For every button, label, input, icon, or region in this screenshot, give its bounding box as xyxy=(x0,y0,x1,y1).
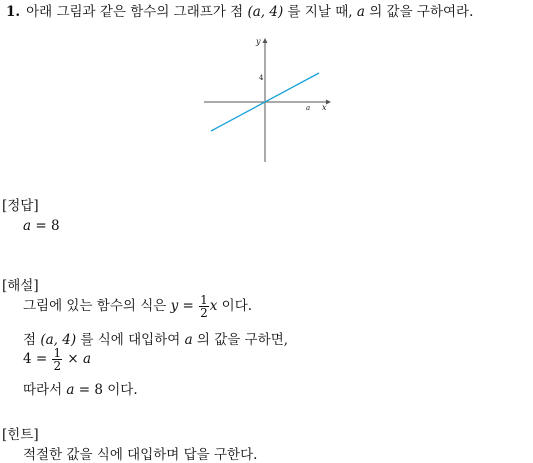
hint-text: 적절한 값을 식에 대입하며 답을 구한다. xyxy=(23,447,258,463)
x-tick-label: a xyxy=(306,104,311,112)
x-axis-label: x xyxy=(322,103,327,112)
hint-title: [힌트] xyxy=(2,427,39,443)
explanation-line-3: 4 = $\frac{1}{2}$ × a xyxy=(23,346,92,373)
x-axis-arrow xyxy=(326,100,331,105)
fraction-half-2: $\frac{1}{2}$ xyxy=(53,346,62,373)
explanation-line-2: 점 (a, 4) 를 식에 대입하여 a 의 값을 구하면, xyxy=(23,332,289,348)
explanation-title: [해설] xyxy=(2,278,39,294)
fraction-half: $\frac{1}{2}$ xyxy=(200,293,208,320)
function-graph xyxy=(198,34,338,166)
question-text: 1. 아래 그림과 같은 함수의 그래프가 점 (a, 4) 를 지날 때, a 의 값을 구하여라. xyxy=(6,4,474,20)
answer-title: [정답] xyxy=(2,198,39,214)
answer-value: a = 8 xyxy=(23,218,60,234)
y-axis-arrow xyxy=(263,38,268,43)
question-number: 1. xyxy=(6,4,21,20)
point-label: (a, 4) xyxy=(247,4,284,20)
explanation-line-4: 따라서 a = 8 이다. xyxy=(23,382,138,398)
y-tick-label: 4 xyxy=(259,74,264,82)
y-axis-label: y xyxy=(256,37,261,46)
explanation-line-1: 그림에 있는 함수의 식은 y = $\frac{1}{2}$ x 이다. xyxy=(23,293,253,320)
